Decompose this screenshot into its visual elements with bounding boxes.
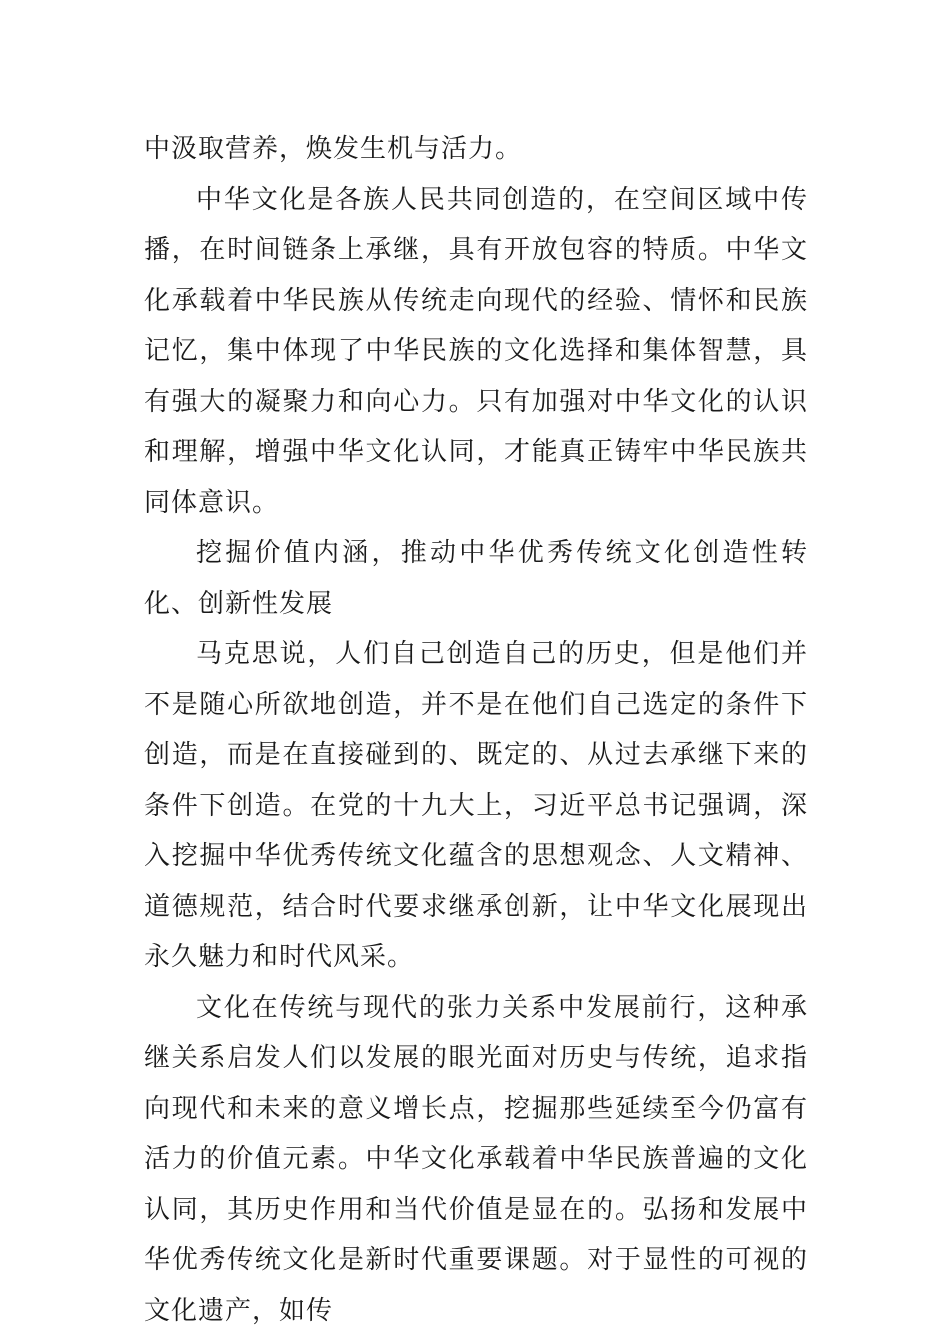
paragraph-cultural-identity: 中华文化是各族人民共同创造的，在空间区域中传播，在时间链条上承继，具有开放包容的特质。中华文化承载着中华民族从传统走向现代的经验、情怀和民族记忆，集中体现了中华民族的文化选择和集体智慧，具有强大的凝聚力和向心力。只有加强对中华文化的认识和理解，增强中华文化认同，才能真正铸牢中华民族共同体意识。	[144, 184, 808, 518]
paragraph-continuation: 中汲取营养，焕发生机与活力。	[144, 134, 523, 164]
paragraph-tradition-modernity: 文化在传统与现代的张力关系中发展前行，这种承继关系启发人们以发展的眼光面对历史与传统，追求指向现代和未来的意义增长点，挖掘那些延续至今仍富有活力的价值元素。中华文化承载着中华民族普遍的文化认同，其历史作用和当代价值是显在的。弘扬和发展中华优秀传统文化是新时代重要课题。对于显性的可视的文化遗产，如传	[144, 992, 808, 1326]
section-heading: 挖掘价值内涵，推动中华优秀传统文化创造性转化、创新性发展	[144, 538, 808, 619]
body-text	[144, 124, 808, 1336]
paragraph-marx-quote: 马克思说，人们自己创造自己的历史，但是他们并不是随心所欲地创造，并不是在他们自己选定的条件下创造，而是在直接碰到的、既定的、从过去承继下来的条件下创造。在党的十九大上，习近平总书记强调，深入挖掘中华优秀传统文化蕴含的思想观念、人文精神、道德规范，结合时代要求继承创新，让中华文化展现出永久魅力和时代风采。	[144, 639, 808, 972]
